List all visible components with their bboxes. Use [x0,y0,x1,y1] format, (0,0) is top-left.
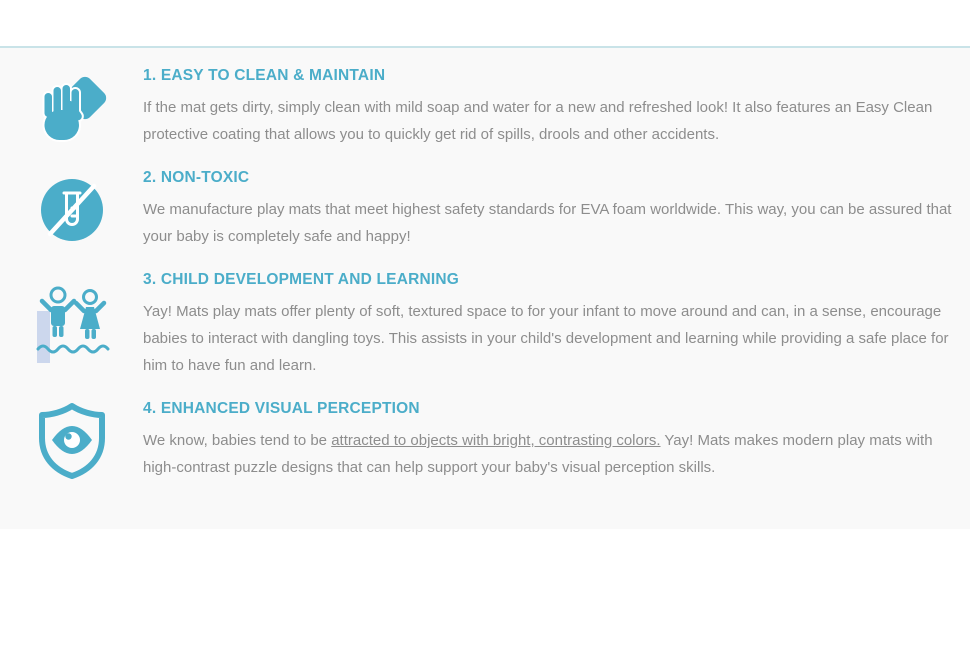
features-section [0,46,970,529]
feature-item-non-toxic [0,169,970,250]
feature-text-visual-perception [143,400,970,481]
non-toxic-icon [0,178,143,242]
feature-heading: 2. NON-TOXIC [143,169,250,186]
body-underlined-phrase: attracted to objects with bright, contrasting colors. [331,432,661,449]
feature-heading: 3. CHILD DEVELOPMENT AND LEARNING [143,271,460,288]
body-pre: We know, babies tend to be [143,432,332,449]
shield-eye-icon [0,402,143,480]
children-development-icon [0,285,143,365]
feature-text-easy-to-clean [143,67,970,148]
feature-heading: 4. ENHANCED VISUAL PERCEPTION [143,400,420,417]
feature-body [143,427,970,481]
feature-body: Yay! Mats play mats offer plenty of soft, textured space to for your infant to move around and can, in a sense, encourage babies to interact with dangling toys. This assists in your child's development and learning while providing a safe place for him to have fun and learn. [143,303,949,374]
feature-text-non-toxic [143,169,970,250]
feature-item-child-development [0,271,970,379]
body-post: Yay! Mats makes modern play mats with high-contrast puzzle designs that can help support your baby's visual perception skills. [143,432,933,476]
feature-item-visual-perception [0,400,970,481]
feature-body: If the mat gets dirty, simply clean with mild soap and water for a new and refreshed look! It also features an Easy Clean protective coating that allows you to quickly get rid of spills, drools and other accidents. [143,99,933,143]
feature-body: We manufacture play mats that meet highest safety standards for EVA foam worldwide. This way, you can be assured that your baby is completely safe and happy! [143,201,952,245]
feature-heading: 1. EASY TO CLEAN & MAINTAIN [143,67,386,84]
highlight-bar [37,311,50,363]
feature-item-easy-to-clean [0,67,970,148]
hand-wipe-icon [0,72,143,144]
feature-text-child-development [143,271,970,379]
